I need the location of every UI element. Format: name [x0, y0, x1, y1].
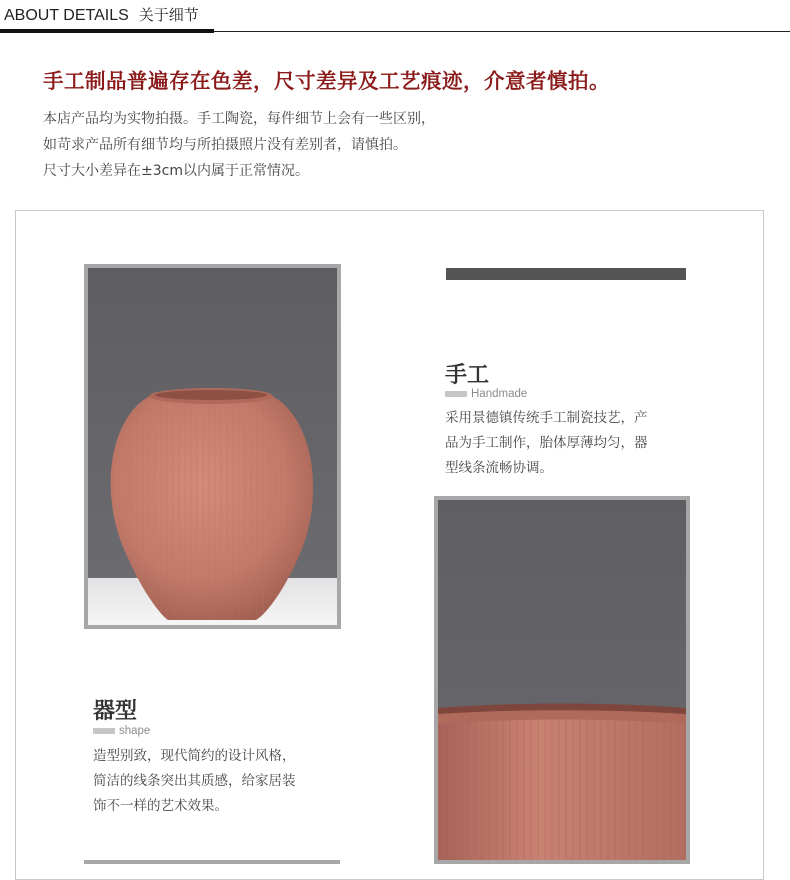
vase-full-image	[88, 268, 337, 625]
vase-photo-closeup	[434, 496, 690, 864]
shape-line-3: 饰不一样的艺术效果。	[93, 798, 228, 814]
next-photo-frame-edge	[84, 860, 340, 864]
shape-line-1: 造型别致，现代简约的设计风格，	[93, 748, 296, 764]
notice-line-2: 如苛求产品所有细节均与所拍摄照片没有差别者，请慎拍。	[43, 137, 407, 153]
shape-title: 器型	[93, 699, 138, 724]
handmade-title: 手工	[445, 363, 490, 388]
handmade-line-2: 品为手工制作，胎体厚薄均匀，器	[445, 435, 648, 451]
handmade-subtitle	[445, 388, 527, 400]
subtitle-swatch	[445, 391, 467, 397]
subtitle-swatch	[93, 728, 115, 734]
shape-subtitle-text: shape	[119, 725, 151, 737]
header-title-en: ABOUT DETAILS	[4, 7, 129, 24]
notice-headline: 手工制品普遍存在色差，尺寸差异及工艺痕迹，介意者慎拍。	[43, 69, 610, 93]
shape-subtitle	[93, 725, 150, 737]
handmade-description	[445, 406, 648, 481]
shape-description	[93, 744, 296, 819]
header-title-zh: 关于细节	[138, 6, 199, 24]
vase-photo-full	[84, 264, 341, 629]
handmade-line-3: 型线条流畅协调。	[445, 460, 553, 476]
shape-line-2: 简洁的线条突出其质感，给家居装	[93, 773, 296, 789]
handmade-accent-bar	[446, 268, 686, 280]
vase-closeup-image	[438, 500, 686, 864]
handmade-line-1: 采用景德镇传统手工制瓷技艺，产	[445, 410, 648, 426]
section-header	[0, 0, 790, 36]
header-underline-bar	[0, 29, 214, 33]
notice-line-1: 本店产品均为实物拍摄。手工陶瓷，每件细节上会有一些区别，	[43, 111, 435, 127]
handmade-subtitle-text: Handmade	[471, 388, 528, 400]
header-title	[4, 4, 199, 25]
notice-line-3: 尺寸大小差异在±3cm以内属于正常情况。	[43, 163, 309, 179]
